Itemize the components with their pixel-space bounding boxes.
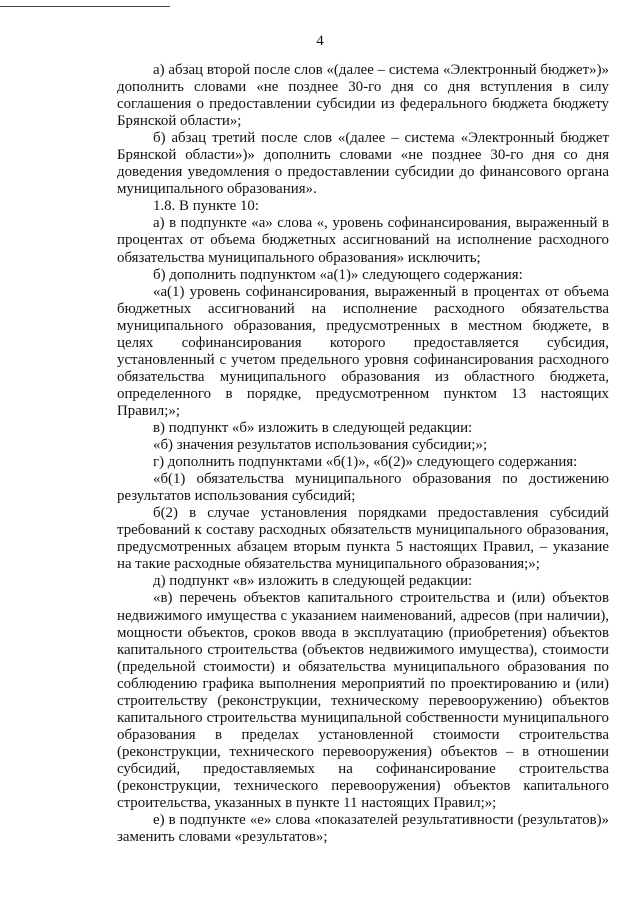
paragraph-10-d: д) подпункт «в» изложить в следующей редакции: bbox=[153, 573, 473, 590]
paragraph-10-a: а) в подпункте «а» слова «, уровень софинансирования, выраженный в процентах от объема бюджетных ассигнований на исполнение расходного обязательства муниципального образования» исключить; bbox=[117, 215, 609, 266]
paragraph-10-b: б) дополнить подпунктом «а(1)» следующего содержания: bbox=[153, 266, 523, 283]
paragraph-v-text: «в) перечень объектов капитального строительства и (или) объектов недвижимого имущества с указанием наименований, адресов (при наличии), мощности объектов, сроков ввода в эксплуатацию (приобретения) объектов капитального строительства (объектов недвижимого имущества), стоимости (предельной стоимости) и обязательства муниципального образования по соблюдению графика выполнения мероприятий по проектированию и (или) строительству (реконструкции, техническому перевооружению) объектов капитального строительства муниципальной собственности муниципального образования в пределах установленной стоимости строительства (реконструкции, технического перевооружения) объектов – в отношении субсидий, предоставляемых на софинансирование строительства (реконструкции, технического перевооружения) объектов капитального строительства, указанных в пункте 11 настоящих Правил;»; bbox=[117, 590, 609, 812]
paragraph-a-clause-2: а) абзац второй после слов «(далее – система «Электронный бюджет»)» дополнить словами «не позднее 30-го дня со дня вступления в силу соглашения о предоставлении субсидии из федерального бюджета бюджету Брянской области»; bbox=[117, 62, 609, 130]
header-rule bbox=[0, 6, 170, 7]
paragraph-b-text: «б) значения результатов использования субсидии;»; bbox=[153, 437, 488, 454]
paragraph-10-g: г) дополнить подпунктами «б(1)», «б(2)» следующего содержания: bbox=[153, 454, 578, 471]
paragraph-b2-text: б(2) в случае установления порядками предоставления субсидий требований к составу расходных обязательств муниципального образования, предусмотренных абзацем вторым пункта 5 настоящих Правил, – указание на такие расходные обязательства муниципального образования;»; bbox=[117, 505, 609, 573]
document-body bbox=[117, 62, 609, 846]
page-number: 4 bbox=[316, 33, 324, 49]
paragraph-a1-text: «а(1) уровень софинансирования, выраженный в процентах от объема бюджетных ассигнований на исполнение расходного обязательства муниципального образования, предусмотренных в местном бюджете, в целях софинансирования которого предоставляется субсидия, установленный с учетом предельного уровня софинансирования расходного обязательства муниципального образования из областного бюджета, определенного в порядке, предусмотренном пунктом 13 настоящих Правил;»; bbox=[117, 283, 609, 419]
paragraph-b-clause-3: б) абзац третий после слов «(далее – система «Электронный бюджет Брянской области»)» дополнить словами «не позднее 30-го дня со дня доведения уведомления о предоставлении субсидии до финансового органа муниципального образования». bbox=[117, 130, 609, 198]
paragraph-10-e: е) в подпункте «е» слова «показателей результативности (результатов)» заменить словами «результатов»; bbox=[117, 812, 609, 846]
paragraph-b1-text: «б(1) обязательства муниципального образования по достижению результатов использования субсидий; bbox=[117, 471, 609, 505]
section-1-8-heading: 1.8. В пункте 10: bbox=[153, 198, 260, 215]
paragraph-10-v: в) подпункт «б» изложить в следующей редакции: bbox=[153, 419, 473, 436]
